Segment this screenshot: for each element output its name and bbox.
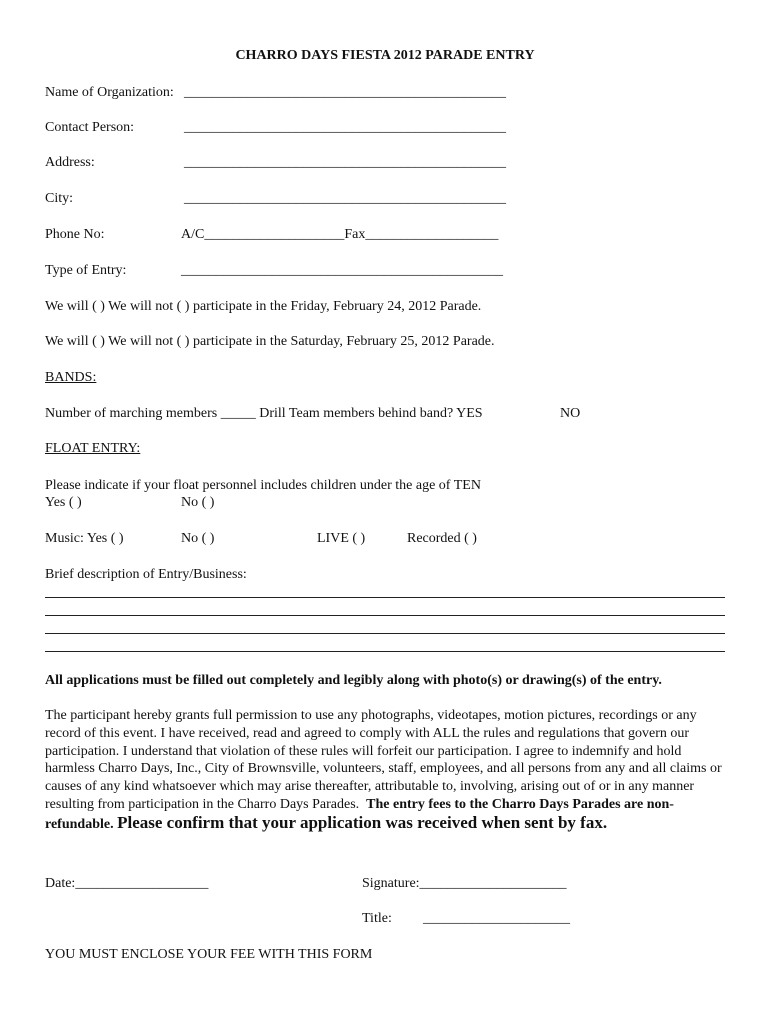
- fees-notice: The entry fees to the Charro Days Parades are non-refundable.: [45, 796, 674, 832]
- drill-team-no-option[interactable]: NO: [560, 406, 581, 421]
- enclose-fee-notice: YOU MUST ENCLOSE YOUR FEE WITH THIS FORM: [45, 947, 373, 962]
- bands-heading: BANDS:: [45, 370, 97, 385]
- marching-members-question[interactable]: Number of marching members _____ Drill Team members behind band? YES: [45, 406, 483, 421]
- music-no-option[interactable]: No ( ): [181, 531, 215, 546]
- music-live-option[interactable]: LIVE ( ): [317, 531, 366, 546]
- fax-confirm-notice: Please confirm that your application was received when sent by fax.: [117, 812, 608, 832]
- signature-field[interactable]: Signature:_____________________: [362, 876, 567, 891]
- release-body: The participant hereby grants full permission to use any photographs, videotapes, motion pictures, recordings or any record of this event. I have received, read and agreed to comply with ALL the rules and regulations that govern our participation. I understand that violation of these rules will forfeit our participation. I agree to indemnify and hold harmless Charro Days, Inc., City of Brownsville, volunteers, staff, employees, and all persons from any and all claims or causes of any kind whatsoever which may arise thereafter, attributable to, involving, arising out of or in any manner resulting from participation in the Charro Days Parades.: [45, 708, 722, 812]
- form-title: CHARRO DAYS FIESTA 2012 PARADE ENTRY: [235, 48, 535, 63]
- children-yes-option[interactable]: Yes ( ): [45, 495, 82, 510]
- address-label: Address:: [45, 155, 95, 170]
- contact-field[interactable]: ______________________________________________: [184, 120, 506, 135]
- city-label: City:: [45, 191, 74, 206]
- city-field[interactable]: ______________________________________________: [184, 191, 506, 206]
- friday-participation[interactable]: We will ( ) We will not ( ) participate in the Friday, February 24, 2012 Parade.: [45, 299, 482, 314]
- date-field[interactable]: Date:___________________: [45, 876, 209, 891]
- saturday-participation[interactable]: We will ( ) We will not ( ) participate in the Saturday, February 25, 2012 Parade.: [45, 334, 495, 349]
- title-label: Title:: [362, 911, 392, 926]
- organization-field[interactable]: ______________________________________________: [184, 85, 506, 100]
- children-question: Please indicate if your float personnel includes children under the age of TEN: [45, 478, 481, 493]
- float-entry-heading: FLOAT ENTRY:: [45, 441, 141, 456]
- entry-type-label: Type of Entry:: [45, 263, 127, 278]
- organization-label: Name of Organization:: [45, 85, 174, 100]
- completion-notice: All applications must be filled out completely and legibly along with photo(s) or drawing(s) of the entry.: [45, 673, 662, 688]
- entry-type-field[interactable]: ______________________________________________: [181, 263, 503, 278]
- description-line-1[interactable]: [45, 597, 725, 598]
- contact-label: Contact Person:: [45, 120, 135, 135]
- phone-fax-field[interactable]: A/C____________________Fax___________________: [181, 227, 499, 242]
- phone-label: Phone No:: [45, 227, 105, 242]
- music-recorded-option[interactable]: Recorded ( ): [407, 531, 477, 546]
- title-field[interactable]: _____________________: [423, 911, 570, 926]
- children-no-option[interactable]: No ( ): [181, 495, 215, 510]
- description-line-2[interactable]: [45, 615, 725, 616]
- description-line-4[interactable]: [45, 651, 725, 652]
- address-field[interactable]: ______________________________________________: [184, 155, 506, 170]
- release-paragraph: [45, 707, 729, 834]
- music-yes-option[interactable]: Music: Yes ( ): [45, 531, 124, 546]
- description-line-3[interactable]: [45, 633, 725, 634]
- description-label: Brief description of Entry/Business:: [45, 567, 247, 582]
